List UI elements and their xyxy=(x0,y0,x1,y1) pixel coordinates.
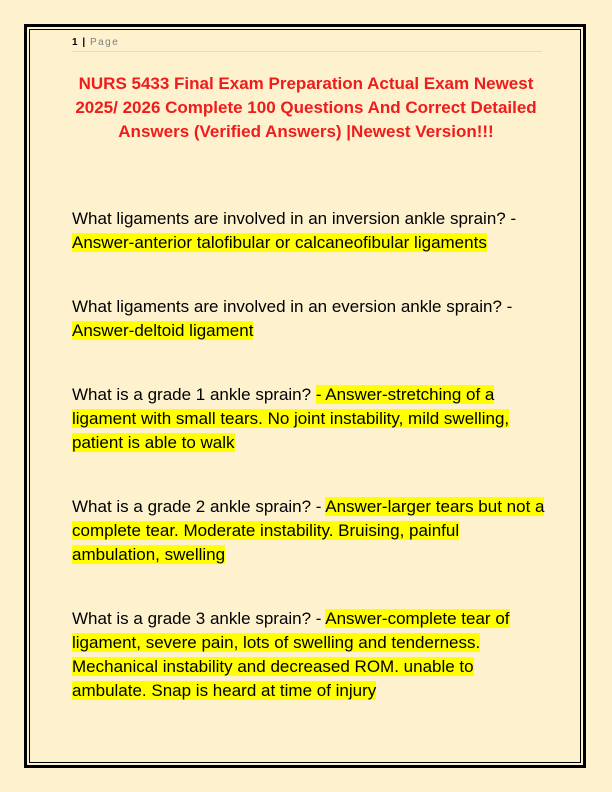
question-text: What ligaments are involved in an eversion ankle sprain? - xyxy=(72,297,513,316)
page-header xyxy=(72,36,542,52)
answer-text: Answer-anterior talofibular or calcaneofibular ligaments xyxy=(72,233,487,252)
page-separator: | xyxy=(82,37,86,48)
question-text: What is a grade 3 ankle sprain? - xyxy=(72,609,326,628)
question-text: What is a grade 2 ankle sprain? - xyxy=(72,497,326,516)
answer-text: Answer-complete tear of ligament, severe pain, lots of swelling and tenderness. Mechanical instability and decreased ROM. unable to ambulate. Snap is heard at time of injury xyxy=(72,609,510,700)
document-title: NURS 5433 Final Exam Preparation Actual Exam Newest 2025/ 2026 Complete 100 Questions And Correct Detailed Answers (Verified Answers) |Newest Version!!! xyxy=(75,74,537,141)
answer-text: - Answer-stretching of a ligament with small tears. No joint instability, mild swelling, patient is able to walk xyxy=(72,385,510,452)
question-text: What ligaments are involved in an inversion ankle sprain? - xyxy=(72,209,517,228)
qa-item xyxy=(72,607,546,703)
qa-item xyxy=(72,207,546,255)
qa-item xyxy=(72,495,546,567)
qa-item xyxy=(72,295,546,343)
page-word: Page xyxy=(89,37,120,48)
page-number: 1 xyxy=(72,37,78,48)
answer-text: Answer-larger tears but not a complete tear. Moderate instability. Bruising, painful ambulation, swelling xyxy=(72,497,545,564)
qa-item xyxy=(72,383,546,455)
answer-text: Answer-deltoid ligament xyxy=(72,321,254,340)
question-text: What is a grade 1 ankle sprain? xyxy=(72,385,316,404)
